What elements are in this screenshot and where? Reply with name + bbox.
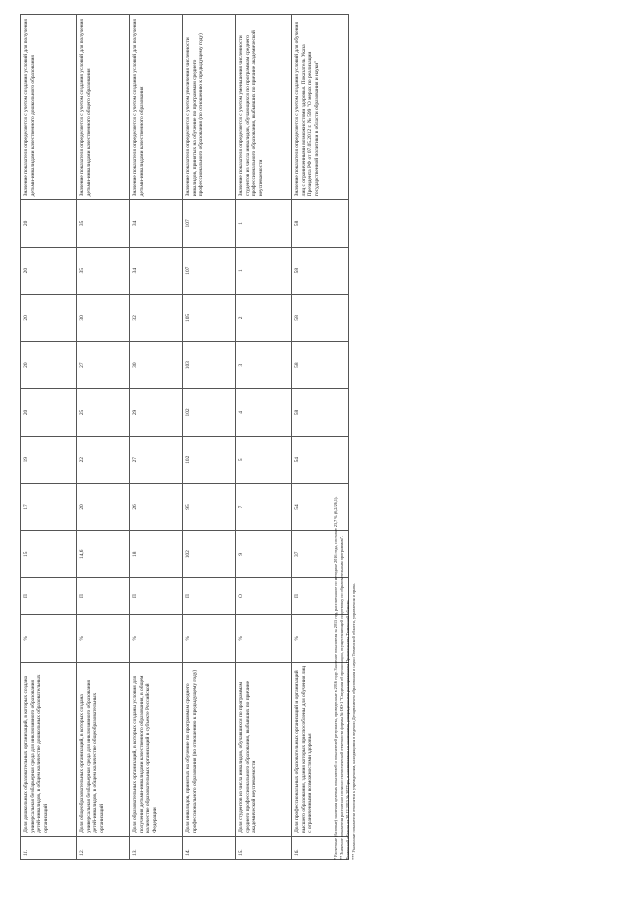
value-cell: 37: [292, 531, 349, 578]
value-cell: 1: [236, 200, 292, 247]
type-cell: П: [77, 578, 130, 614]
indicator-name: Доля образовательных организаций, в которых созданы условия для получения детьми-инвалидами качественного образования, в общем количестве образовательных организаций в субъекте Российской Федерации: [130, 662, 183, 836]
row-number: 16.: [292, 836, 349, 859]
row-number: 11.: [21, 836, 77, 859]
value-cell: 20: [21, 389, 77, 436]
type-cell: О: [236, 578, 292, 614]
table-row: [130, 15, 183, 860]
value-cell: 58: [292, 389, 349, 436]
value-cell: 7: [236, 483, 292, 530]
value-cell: 20: [21, 200, 77, 247]
unit-cell: %: [21, 614, 77, 662]
value-cell: 105: [183, 294, 236, 341]
value-cell: 58: [292, 247, 349, 294]
footnote-3: Тюменской области от 30.12.2015 № 3027-рп, в соответствии со значениями, утвержденными распоряжением Правительства Тюменской области.: [345, 599, 351, 860]
row-number: 15.: [236, 836, 292, 859]
row-number: 13.: [130, 836, 183, 859]
comment-cell: Значение показателя определяется с учетом уменьшения численности студентов из числа инвалидов, обучающихся по программам среднего профессионального образования, выбывших по причине академической неуспеваемости: [236, 15, 292, 200]
value-cell: 3: [236, 342, 292, 389]
comment-cell: Значение показателя определяется с учетом создания условий для получения детьми-инвалидами качественного общего образования: [77, 15, 130, 200]
value-cell: 17: [21, 483, 77, 530]
value-cell: 4: [236, 389, 292, 436]
value-cell: 14,6: [77, 531, 130, 578]
comment-cell: Значение показателя определяется с учетом создания условий для получения детьми-инвалидами качественного образования: [130, 15, 183, 200]
value-cell: 54: [292, 483, 349, 530]
value-cell: 2: [236, 294, 292, 341]
value-cell: 107: [183, 247, 236, 294]
value-cell: 95: [183, 483, 236, 530]
value-cell: 34: [130, 200, 183, 247]
footnote-4: *** Указанные показатели относятся к учреждениям, находящимся в ведении Департамента образования и науки Тюменской области, управления и права.: [351, 583, 357, 860]
value-cell: 58: [292, 294, 349, 341]
indicator-name: Доля инвалидов, принятых на обучение по программам среднего профессионального образования (по отношению к предыдущему году): [183, 662, 236, 836]
value-cell: 18: [130, 531, 183, 578]
value-cell: 22: [77, 436, 130, 483]
footnote-2: ** Значение показателя рассчитано согласно статистической отчетности формы № ОО-1 "Сведения об организации, осуществляющей подготовку по образовательным программам".: [339, 535, 345, 860]
table-row: [236, 15, 292, 860]
value-cell: 102: [183, 436, 236, 483]
type-cell: П: [130, 578, 183, 614]
value-cell: 26: [130, 483, 183, 530]
table-row: [21, 15, 77, 860]
value-cell: 35: [77, 247, 130, 294]
unit-cell: %: [130, 614, 183, 662]
value-cell: 58: [292, 200, 349, 247]
value-cell: 5: [236, 436, 292, 483]
type-cell: П: [183, 578, 236, 614]
footnotes: [333, 14, 357, 860]
value-cell: 58: [292, 342, 349, 389]
value-cell: 35: [77, 200, 130, 247]
row-number: 14.: [183, 836, 236, 859]
value-cell: 1: [236, 247, 292, 294]
indicator-name: Доля общеобразовательных организаций, в которых создана универсальная безбарьерная среда для инклюзивного образования детей-инвалидов, в общем количестве общеобразовательных организаций: [77, 662, 130, 836]
value-cell: 102: [183, 389, 236, 436]
value-cell: 20: [21, 247, 77, 294]
unit-cell: %: [183, 614, 236, 662]
row-number: 12.: [77, 836, 130, 859]
indicators-table: [20, 14, 349, 860]
value-cell: 15: [21, 531, 77, 578]
value-cell: 29: [130, 389, 183, 436]
table-row: [183, 15, 236, 860]
type-cell: П: [292, 578, 349, 614]
unit-cell: %: [77, 614, 130, 662]
value-cell: 107: [183, 200, 236, 247]
footnote-1: * Расчетные (базовые) значения целевых показателей и показателей результата, приведенные в 2016 году. Значение показателя за 2015 год, рассчитанное по методике 2016 года, составит 23,7 % (6,2/26,1).: [333, 496, 338, 860]
indicator-name: Доля студентов из числа инвалидов, обучавшихся по программам среднего профессионального образования, выбывших по причине академической неуспеваемости: [236, 662, 292, 836]
table-body: [21, 15, 349, 860]
unit-cell: %: [292, 614, 349, 662]
comment-cell: Значение показателя определяется с учетом увеличения численности инвалидов, принятых на обучение по программам среднего профессионального образования (по отношению к предыдущему году): [183, 15, 236, 200]
table-row: [77, 15, 130, 860]
value-cell: 27: [130, 436, 183, 483]
indicator-name: Доля профессиональных образовательных организаций и организаций высшего образования, здания которых приспособлены для обучения лиц с ограниченными возможностями здоровья: [292, 662, 349, 836]
value-cell: 54: [292, 436, 349, 483]
value-cell: 30: [130, 342, 183, 389]
unit-cell: %: [236, 614, 292, 662]
indicator-name: Доля дошкольных образовательных организаций, в которых создана универсальная безбарьерная среда для инклюзивного образования детей-инвалидов, в общем количестве дошкольных образовательных организаций: [21, 662, 77, 836]
value-cell: 25: [77, 389, 130, 436]
value-cell: 9: [236, 531, 292, 578]
type-cell: П: [21, 578, 77, 614]
value-cell: 34: [130, 247, 183, 294]
value-cell: 20: [21, 342, 77, 389]
value-cell: 20: [77, 483, 130, 530]
value-cell: 30: [77, 294, 130, 341]
value-cell: 27: [77, 342, 130, 389]
value-cell: 103: [183, 342, 236, 389]
comment-cell: Значение показателя определяется с учетом создания условий для получения детьми-инвалидами качественного дошкольного образования: [21, 15, 77, 200]
comment-cell: Значение показателя определяется с учетом создания условий для обучения лиц с ограниченными возможностями здоровья. Показатель Указа Президента РФ от 07.05.2012 г. № 599 "О мерах по реализации государственной политики в области образования и науки": [292, 15, 349, 200]
value-cell: 102: [183, 531, 236, 578]
value-cell: 20: [21, 294, 77, 341]
value-cell: 19: [21, 436, 77, 483]
value-cell: 32: [130, 294, 183, 341]
